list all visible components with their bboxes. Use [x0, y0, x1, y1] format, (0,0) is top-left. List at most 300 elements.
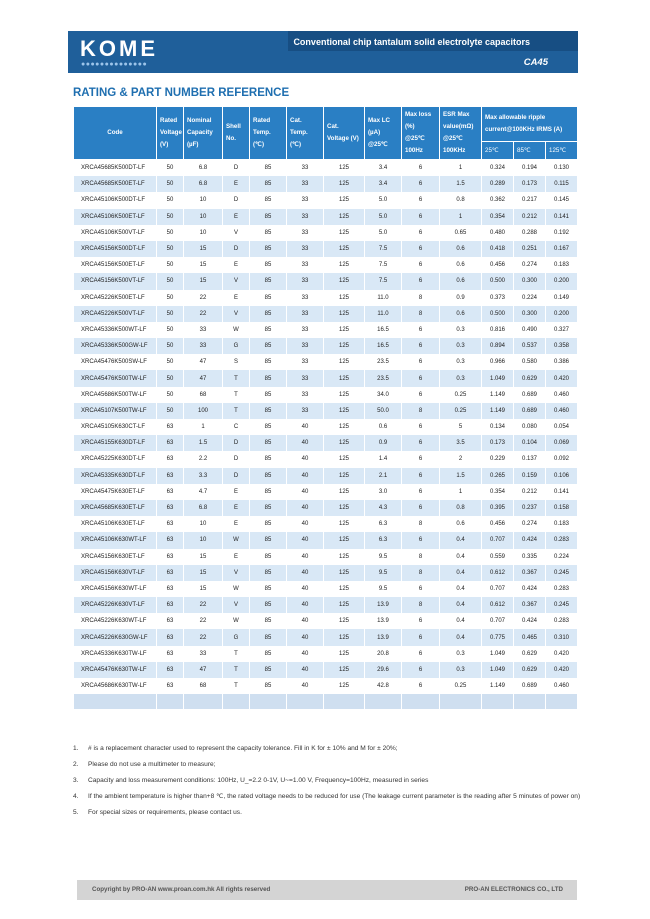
rating-table: [73, 106, 578, 709]
table-cell: 0.327: [546, 322, 578, 338]
table-row: [74, 468, 578, 484]
table-cell: 0.3: [440, 646, 482, 662]
table-cell: 10: [184, 192, 223, 208]
table-cell: 63: [157, 565, 184, 581]
table-cell: 1.5: [440, 176, 482, 192]
table-cell: 125: [324, 613, 365, 629]
table-cell: 0.9: [365, 435, 402, 451]
table-cell: 0.707: [482, 613, 514, 629]
table-row: [74, 338, 578, 354]
table-cell: V: [223, 565, 250, 581]
table-cell: 33: [184, 646, 223, 662]
note-text: Please do not use a multimeter to measure;: [88, 761, 216, 768]
table-cell: 0.966: [482, 354, 514, 370]
table-cell: 1.049: [482, 646, 514, 662]
table-cell: 0.158: [546, 500, 578, 516]
table-cell: 0.6: [440, 516, 482, 532]
table-cell: 85: [250, 549, 287, 565]
cell-code: XRCA45685K500ET-LF: [74, 176, 157, 192]
table-cell: 50: [157, 370, 184, 386]
table-cell: 0.288: [514, 225, 546, 241]
table-cell: 85: [250, 306, 287, 322]
table-cell: 125: [324, 662, 365, 678]
col-cat-voltage: Cat. Voltage (V): [324, 107, 365, 160]
table-cell: 125: [324, 192, 365, 208]
table-cell: 125: [324, 387, 365, 403]
table-cell: 33: [287, 209, 324, 225]
table-cell: 47: [184, 370, 223, 386]
table-cell: 40: [287, 646, 324, 662]
table-cell: 0.229: [482, 451, 514, 467]
table-cell: 34.0: [365, 387, 402, 403]
table-cell: 0.367: [514, 565, 546, 581]
table-cell: 0.300: [514, 306, 546, 322]
table-cell: 6: [402, 435, 440, 451]
table-cell: 6: [402, 629, 440, 645]
table-cell: 0.420: [546, 662, 578, 678]
table-cell: 6: [402, 484, 440, 500]
table-cell: 6.8: [184, 160, 223, 177]
table-cell: 0.3: [440, 662, 482, 678]
table-cell: 0.629: [514, 646, 546, 662]
table-cell: 13.9: [365, 629, 402, 645]
table-cell: 0.4: [440, 532, 482, 548]
table-cell: 125: [324, 597, 365, 613]
table-cell: 100: [184, 403, 223, 419]
col-esr-max: ESR Max value(mΩ) @25℃ 100KHz: [440, 107, 482, 160]
table-cell: 0.460: [546, 403, 578, 419]
table-cell: 10: [184, 225, 223, 241]
table-cell: 125: [324, 678, 365, 694]
cell-code: XRCA45226K630WT-LF: [74, 613, 157, 629]
table-cell: 63: [157, 581, 184, 597]
table-cell: 0.200: [546, 306, 578, 322]
note-number: 2.: [73, 761, 79, 768]
table-row: [74, 435, 578, 451]
table-row: [74, 613, 578, 629]
table-cell: 6.8: [184, 176, 223, 192]
table-cell: 47: [184, 662, 223, 678]
table-cell: 0.283: [546, 532, 578, 548]
table-cell: 0.245: [546, 565, 578, 581]
table-cell: 33: [287, 176, 324, 192]
col-nominal-capacity: Nominal Capacity (µF): [184, 107, 223, 160]
table-cell: 0.3: [440, 322, 482, 338]
table-cell: 15: [184, 273, 223, 289]
table-cell: 6: [402, 678, 440, 694]
table-cell: 9.5: [365, 565, 402, 581]
table-cell: W: [223, 322, 250, 338]
table-cell: 0.354: [482, 209, 514, 225]
table-cell: 6: [402, 500, 440, 516]
note-number: 4.: [73, 793, 79, 800]
table-cell: W: [223, 581, 250, 597]
table-cell: 6: [402, 338, 440, 354]
table-cell: 6: [402, 370, 440, 386]
table-cell: 6: [402, 209, 440, 225]
table-row: [74, 241, 578, 257]
table-cell: 1.049: [482, 662, 514, 678]
table-cell: 0.362: [482, 192, 514, 208]
table-cell: 0.283: [546, 581, 578, 597]
table-cell: E: [223, 257, 250, 273]
table-cell: E: [223, 516, 250, 532]
table-cell-empty: [223, 694, 250, 709]
table-cell: 11.0: [365, 306, 402, 322]
table-cell: 125: [324, 290, 365, 306]
table-cell-empty: [482, 694, 514, 709]
table-cell: 0.141: [546, 209, 578, 225]
table-cell: 125: [324, 484, 365, 500]
table-cell: 50: [157, 176, 184, 192]
table-cell: 40: [287, 597, 324, 613]
table-cell-empty: [402, 694, 440, 709]
table-cell: 0.354: [482, 484, 514, 500]
table-cell: 125: [324, 435, 365, 451]
table-cell: 125: [324, 241, 365, 257]
table-cell: 6.3: [365, 532, 402, 548]
table-cell: 23.5: [365, 370, 402, 386]
table-cell: 40: [287, 549, 324, 565]
table-cell: 63: [157, 678, 184, 694]
table-cell: 0.707: [482, 532, 514, 548]
table-cell: W: [223, 613, 250, 629]
table-cell: D: [223, 241, 250, 257]
table-cell: 0.324: [482, 160, 514, 177]
cell-code: XRCA45105K630CT-LF: [74, 419, 157, 435]
table-cell: 125: [324, 209, 365, 225]
cell-code: XRCA45686K630TW-LF: [74, 678, 157, 694]
table-row: [74, 225, 578, 241]
table-cell: V: [223, 597, 250, 613]
table-cell-empty: [546, 694, 578, 709]
table-cell: 0.6: [365, 419, 402, 435]
table-cell: 2.1: [365, 468, 402, 484]
table-cell: 63: [157, 662, 184, 678]
table-cell: 40: [287, 484, 324, 500]
table-row: [74, 597, 578, 613]
cell-code: XRCA45156K500VT-LF: [74, 273, 157, 289]
table-cell: 50: [157, 338, 184, 354]
table-cell: 3.4: [365, 176, 402, 192]
table-row: [74, 176, 578, 192]
table-cell: 42.8: [365, 678, 402, 694]
table-cell: 47: [184, 354, 223, 370]
table-cell: 85: [250, 581, 287, 597]
table-cell: 6: [402, 387, 440, 403]
table-cell: 50: [157, 290, 184, 306]
table-cell: 0.373: [482, 290, 514, 306]
table-cell: 125: [324, 322, 365, 338]
table-cell: V: [223, 225, 250, 241]
table-cell: 0.420: [546, 370, 578, 386]
table-cell: 0.460: [546, 678, 578, 694]
table-cell: 33: [184, 338, 223, 354]
table-cell: 0.460: [546, 387, 578, 403]
cell-code: XRCA45226K630VT-LF: [74, 597, 157, 613]
brand-logo: KOME: [80, 36, 158, 61]
cell-code: XRCA45476K500TW-LF: [74, 370, 157, 386]
table-cell: 125: [324, 257, 365, 273]
cell-code: XRCA45475K630ET-LF: [74, 484, 157, 500]
table-cell: 63: [157, 646, 184, 662]
cell-code: XRCA45156K630VT-LF: [74, 565, 157, 581]
table-cell: 85: [250, 225, 287, 241]
table-cell: 125: [324, 532, 365, 548]
table-cell: 0.106: [546, 468, 578, 484]
table-cell: 50: [157, 322, 184, 338]
table-cell: 85: [250, 403, 287, 419]
table-cell: 63: [157, 419, 184, 435]
note-text: If the ambient temperature is higher than+8 ℃, the rated voltage needs to be reduced for use (The leakage current parameter is the reading after 5 minutes of power on): [88, 793, 581, 800]
table-cell: 63: [157, 468, 184, 484]
table-row: [74, 678, 578, 694]
table-cell: 0.192: [546, 225, 578, 241]
table-cell: 33: [287, 192, 324, 208]
table-cell: 0.069: [546, 435, 578, 451]
table-cell: 50: [157, 273, 184, 289]
table-cell: 6: [402, 354, 440, 370]
header-model: CA45: [523, 57, 548, 68]
table-cell: 63: [157, 597, 184, 613]
table-cell: 125: [324, 451, 365, 467]
table-cell: 0.707: [482, 581, 514, 597]
table-cell: 0.424: [514, 581, 546, 597]
table-cell: 0.224: [546, 549, 578, 565]
col-ripple-25: 25℃: [482, 142, 514, 160]
table-cell: 0.612: [482, 597, 514, 613]
table-cell: 3.0: [365, 484, 402, 500]
table-cell: 63: [157, 613, 184, 629]
table-row: [74, 209, 578, 225]
table-cell: W: [223, 532, 250, 548]
table-cell: 85: [250, 451, 287, 467]
table-cell: 0.4: [440, 549, 482, 565]
table-cell: 50: [157, 241, 184, 257]
table-row: [74, 273, 578, 289]
table-cell: 63: [157, 500, 184, 516]
table-cell: 63: [157, 484, 184, 500]
col-ripple-125: 125℃: [546, 142, 578, 160]
table-cell: 1.149: [482, 403, 514, 419]
table-cell: 5.0: [365, 209, 402, 225]
table-cell-empty: [514, 694, 546, 709]
table-cell: 0.386: [546, 354, 578, 370]
table-cell: 0.25: [440, 403, 482, 419]
table-row: [74, 646, 578, 662]
table-cell: 0.456: [482, 257, 514, 273]
cell-code: XRCA45106K500DT-LF: [74, 192, 157, 208]
table-cell: 0.4: [440, 629, 482, 645]
table-cell: 0.274: [514, 257, 546, 273]
note-item: [73, 743, 593, 754]
table-cell: 10: [184, 516, 223, 532]
table-cell: 6: [402, 225, 440, 241]
table-cell-empty: [324, 694, 365, 709]
table-cell-empty: [157, 694, 184, 709]
cell-code: XRCA45225K630DT-LF: [74, 451, 157, 467]
table-cell: 125: [324, 176, 365, 192]
cell-code: XRCA45155K630DT-LF: [74, 435, 157, 451]
table-cell: 0.456: [482, 516, 514, 532]
table-cell: 0.3: [440, 354, 482, 370]
table-cell: 6: [402, 613, 440, 629]
table-cell: 125: [324, 646, 365, 662]
table-cell: 85: [250, 273, 287, 289]
table-cell: 85: [250, 678, 287, 694]
table-cell: 0.251: [514, 241, 546, 257]
table-cell: 6: [402, 257, 440, 273]
table-row: [74, 532, 578, 548]
table-row: [74, 500, 578, 516]
table-cell: 50: [157, 225, 184, 241]
table-cell: 85: [250, 176, 287, 192]
table-cell: 0.104: [514, 435, 546, 451]
table-cell: 50: [157, 160, 184, 177]
table-row: [74, 387, 578, 403]
table-cell: 11.0: [365, 290, 402, 306]
table-cell: 63: [157, 516, 184, 532]
table-cell: 0.115: [546, 176, 578, 192]
table-cell: 15: [184, 241, 223, 257]
table-cell: 40: [287, 565, 324, 581]
table-cell: 68: [184, 387, 223, 403]
table-cell: V: [223, 273, 250, 289]
table-cell: 1: [184, 419, 223, 435]
table-row: [74, 192, 578, 208]
table-cell: 125: [324, 549, 365, 565]
table-cell: 33: [287, 387, 324, 403]
table-cell: 125: [324, 516, 365, 532]
table-cell: 1.5: [440, 468, 482, 484]
table-cell: 85: [250, 241, 287, 257]
table-cell: 10: [184, 209, 223, 225]
cell-code: XRCA45156K500ET-LF: [74, 257, 157, 273]
table-row: [74, 160, 578, 177]
table-cell: 6: [402, 241, 440, 257]
table-cell: 6: [402, 662, 440, 678]
col-max-loss: Max loss (%) @25℃ 100Hz: [402, 107, 440, 160]
table-cell: 85: [250, 435, 287, 451]
table-cell: T: [223, 403, 250, 419]
table-cell: 8: [402, 306, 440, 322]
table-cell: 0.141: [546, 484, 578, 500]
table-cell: 0.395: [482, 500, 514, 516]
table-cell: 63: [157, 451, 184, 467]
table-cell: 0.689: [514, 403, 546, 419]
table-cell: 125: [324, 306, 365, 322]
note-item: [73, 759, 593, 770]
table-cell: 85: [250, 516, 287, 532]
table-cell: 6: [402, 468, 440, 484]
table-cell: 8: [402, 549, 440, 565]
table-cell: 85: [250, 338, 287, 354]
table-cell: S: [223, 354, 250, 370]
table-cell: 6: [402, 581, 440, 597]
table-cell: 0.500: [482, 273, 514, 289]
table-cell: 33: [287, 403, 324, 419]
table-cell: 0.274: [514, 516, 546, 532]
table-row: [74, 370, 578, 386]
table-cell: 0.183: [546, 257, 578, 273]
footer-company: PRO-AN ELECTRONICS CO., LTD: [464, 886, 563, 893]
table-cell: 125: [324, 403, 365, 419]
table-cell: 85: [250, 500, 287, 516]
table-cell: D: [223, 435, 250, 451]
table-cell: 0.6: [440, 273, 482, 289]
table-cell: 0.8: [440, 500, 482, 516]
table-cell: 1.049: [482, 370, 514, 386]
table-row: [74, 257, 578, 273]
table-cell: 4.3: [365, 500, 402, 516]
table-cell: 6: [402, 273, 440, 289]
table-cell: 33: [184, 322, 223, 338]
note-number: 3.: [73, 777, 79, 784]
table-cell: 0.465: [514, 629, 546, 645]
table-cell: 15: [184, 581, 223, 597]
table-cell: 0.212: [514, 209, 546, 225]
table-cell: 6: [402, 192, 440, 208]
cell-code: XRCA45686K500TW-LF: [74, 387, 157, 403]
table-cell: 0.224: [514, 290, 546, 306]
col-rated-voltage: Rated Voltage (V): [157, 107, 184, 160]
table-cell: 13.9: [365, 613, 402, 629]
table-cell: 0.080: [514, 419, 546, 435]
table-cell: 22: [184, 629, 223, 645]
cell-code: XRCA45685K500DT-LF: [74, 160, 157, 177]
table-cell: 3.4: [365, 160, 402, 177]
table-row: [74, 419, 578, 435]
table-cell: 7.5: [365, 241, 402, 257]
cell-code: XRCA45336K500GW-LF: [74, 338, 157, 354]
note-text: For special sizes or requirements, please contact us.: [88, 809, 242, 816]
table-cell: 125: [324, 273, 365, 289]
table-cell: 0.237: [514, 500, 546, 516]
table-cell: 0.500: [482, 306, 514, 322]
table-cell-empty: [365, 694, 402, 709]
col-ripple: Max allowable ripple current@100KHz IRMS (A): [482, 107, 578, 142]
table-cell: E: [223, 500, 250, 516]
table-cell: D: [223, 192, 250, 208]
table-cell: 0.9: [440, 290, 482, 306]
table-cell: 20.8: [365, 646, 402, 662]
table-cell: 0.629: [514, 370, 546, 386]
cell-code: XRCA45156K630WT-LF: [74, 581, 157, 597]
table-cell: 0.3: [440, 338, 482, 354]
table-cell: 40: [287, 468, 324, 484]
table-cell: 0.4: [440, 581, 482, 597]
table-cell: 6: [402, 176, 440, 192]
table-cell: 125: [324, 160, 365, 177]
table-cell: 85: [250, 209, 287, 225]
table-cell: 8: [402, 597, 440, 613]
table-cell: 0.6: [440, 241, 482, 257]
table-cell: 7.5: [365, 273, 402, 289]
table-cell: 0.8: [440, 192, 482, 208]
note-text: Capacity and loss measurement conditions: 100Hz, U_=2.2 0-1V, U~=1.00 V, Frequency=100Hz, measured in series: [88, 777, 429, 784]
footer-copyright: Copyright by PRO-AN www.proan.com.hk All rights reserved: [92, 886, 271, 893]
table-cell: D: [223, 451, 250, 467]
table-cell: 9.5: [365, 549, 402, 565]
table-cell: 50: [157, 354, 184, 370]
table-cell: 15: [184, 549, 223, 565]
section-title: RATING & PART NUMBER REFERENCE: [73, 87, 290, 99]
table-cell: 0.816: [482, 322, 514, 338]
cell-code: XRCA45476K630TW-LF: [74, 662, 157, 678]
page-footer: [77, 880, 577, 900]
cell-code: XRCA45336K630TW-LF: [74, 646, 157, 662]
table-cell: 1.149: [482, 678, 514, 694]
